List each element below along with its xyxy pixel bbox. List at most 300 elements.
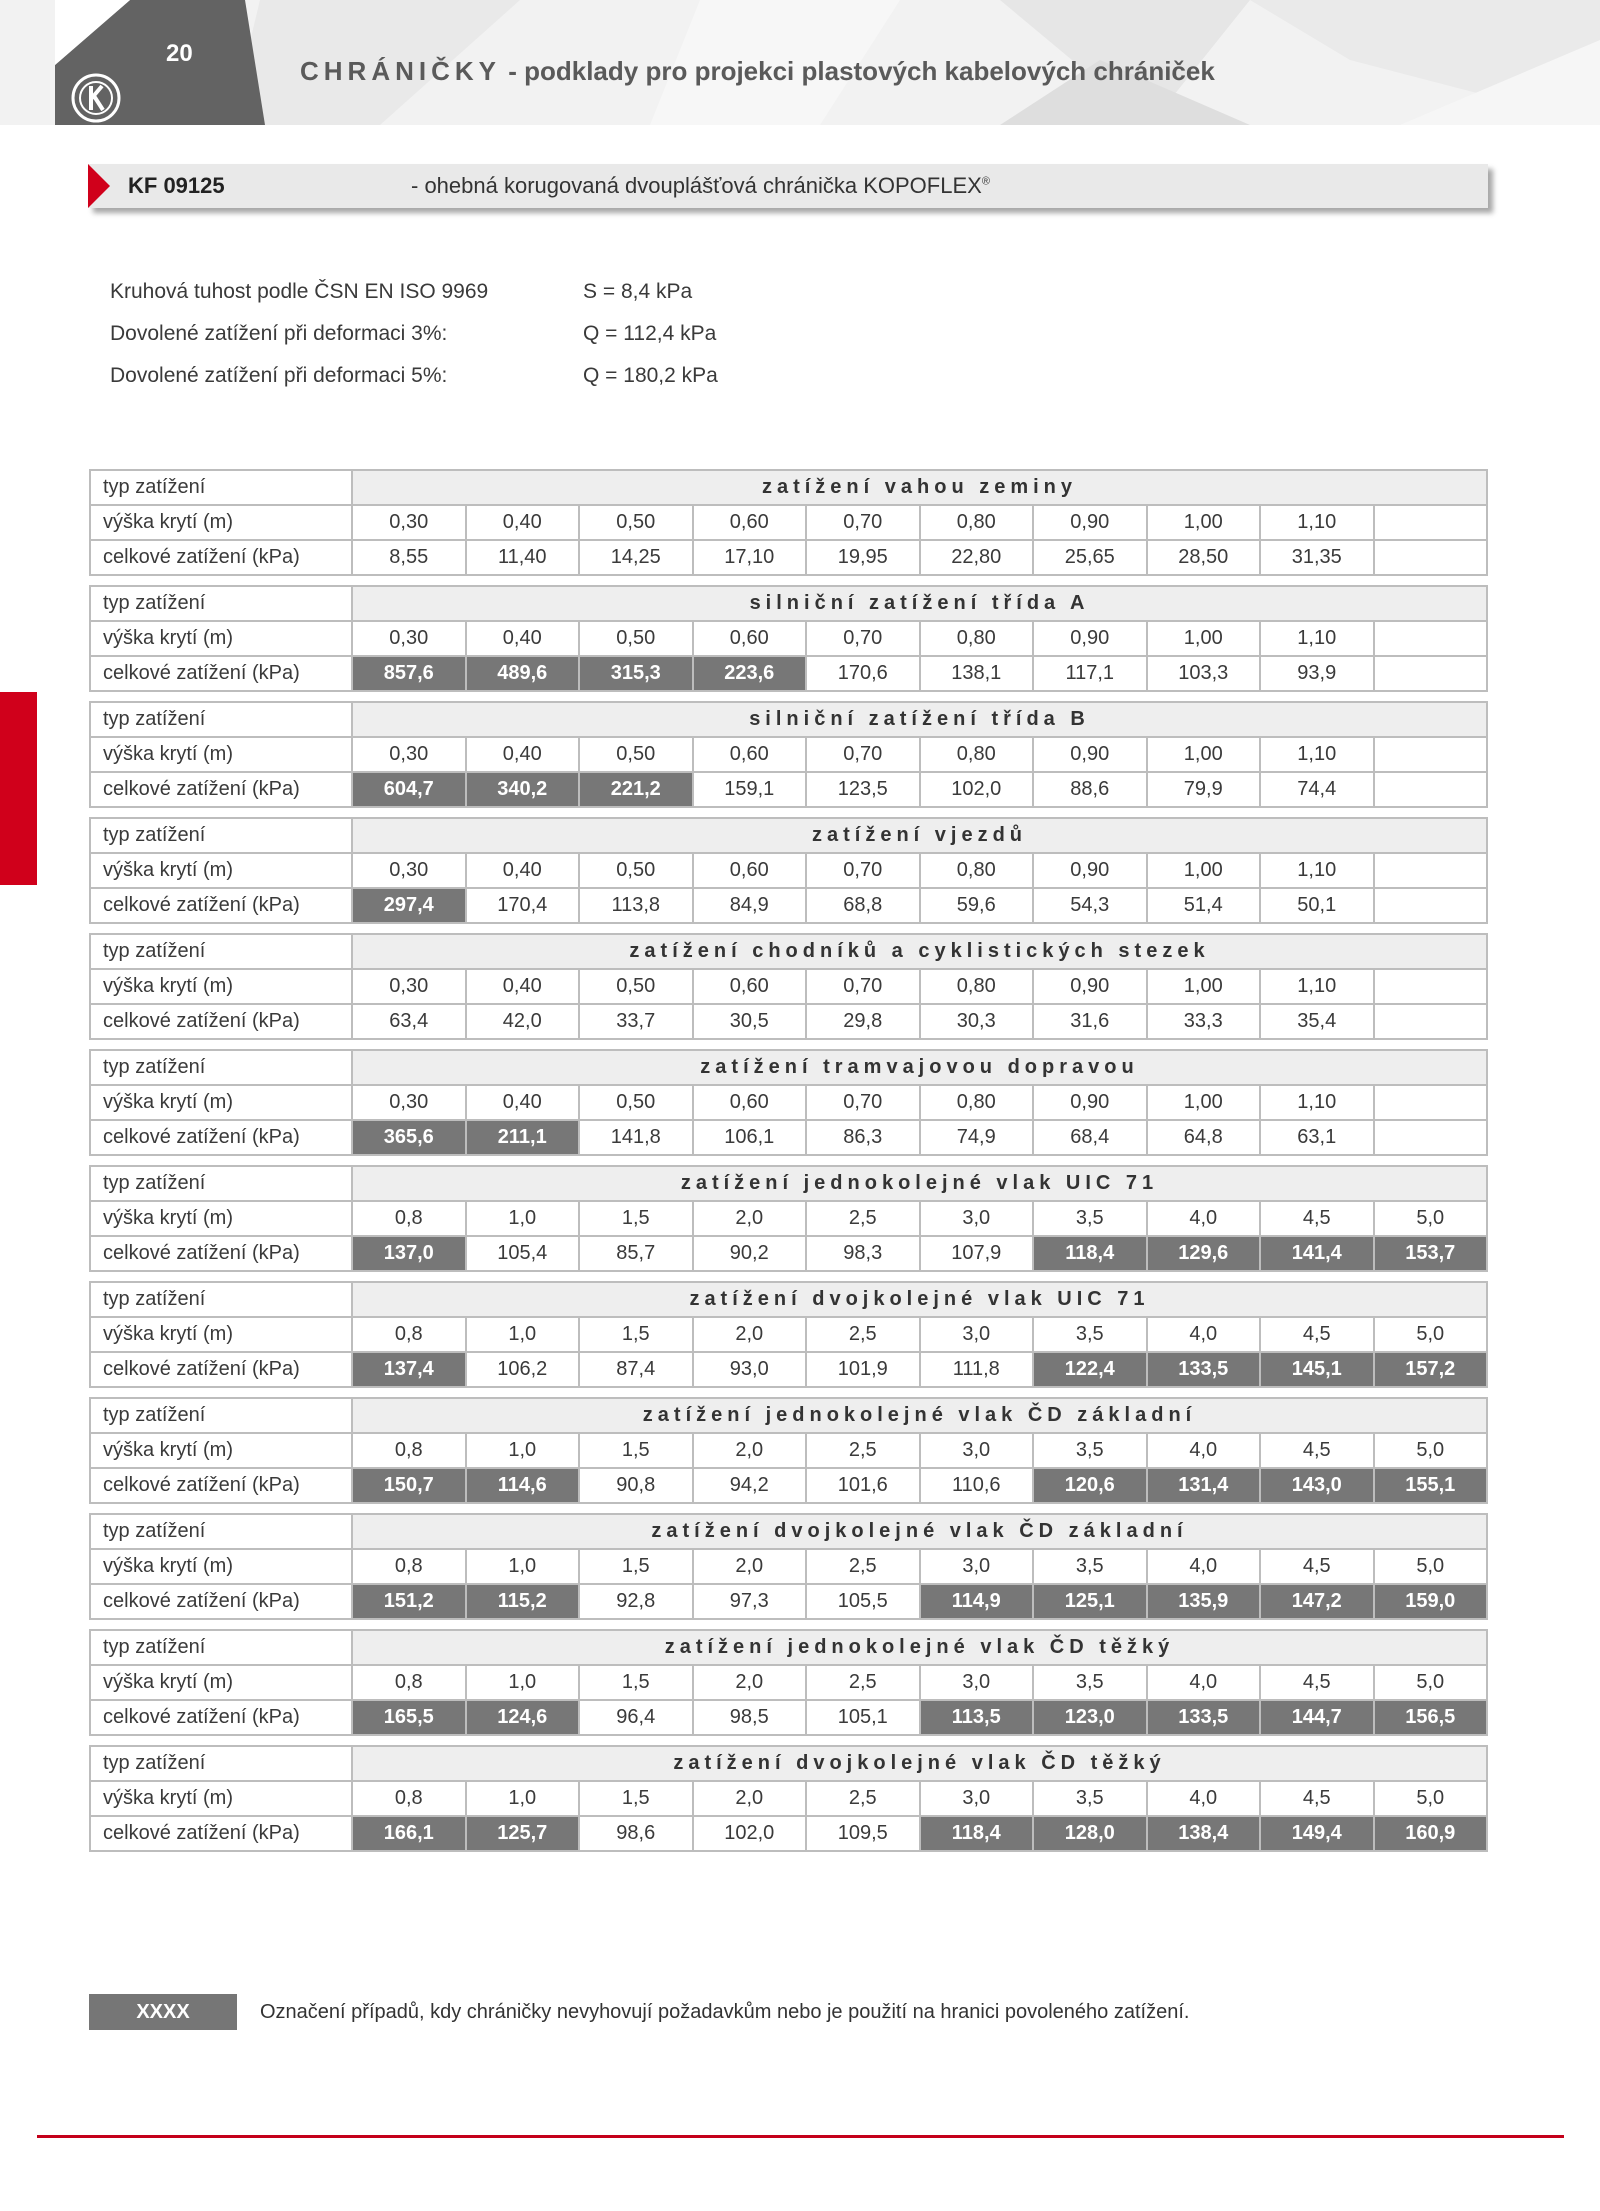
height-cell: 0,90 (1033, 505, 1147, 540)
load-cell-highlighted: 221,2 (579, 772, 693, 807)
height-cell: 4,5 (1260, 1201, 1374, 1236)
height-cell: 2,0 (693, 1201, 807, 1236)
load-cell: 68,4 (1033, 1120, 1147, 1155)
load-cell: 30,5 (693, 1004, 807, 1039)
load-cell-highlighted: 124,6 (466, 1700, 580, 1735)
product-arrow-icon (88, 164, 110, 208)
row-label-height: výška krytí (m) (90, 621, 352, 656)
height-cell: 1,5 (579, 1433, 693, 1468)
load-cell-highlighted: 156,5 (1374, 1700, 1488, 1735)
height-cell: 4,0 (1147, 1317, 1261, 1352)
section-separator (90, 1155, 1487, 1166)
page-title-main: CHRÁNIČKY (300, 56, 501, 86)
load-cell: 103,3 (1147, 656, 1261, 691)
parameters-list (110, 280, 810, 406)
load-cell: 28,50 (1147, 540, 1261, 575)
height-cell: 0,30 (352, 621, 466, 656)
parameter-value: S = 8,4 kPa (583, 280, 693, 303)
load-cell: 110,6 (920, 1468, 1034, 1503)
load-cell: 106,2 (466, 1352, 580, 1387)
row-label-load: celkové zatížení (kPa) (90, 1120, 352, 1155)
row-label-height: výška krytí (m) (90, 505, 352, 540)
height-cell: 1,00 (1147, 969, 1261, 1004)
height-cell: 1,5 (579, 1317, 693, 1352)
load-cell (1374, 772, 1488, 807)
section-title: zatížení jednokolejné vlak UIC 71 (352, 1166, 1487, 1201)
height-cell: 0,50 (579, 853, 693, 888)
load-cell: 113,8 (579, 888, 693, 923)
table-row-type (90, 586, 1487, 621)
height-cell: 1,10 (1260, 505, 1374, 540)
height-cell: 1,5 (579, 1665, 693, 1700)
load-cell: 35,4 (1260, 1004, 1374, 1039)
page-title (300, 56, 1215, 87)
registered-mark: ® (981, 175, 990, 188)
load-cell: 25,65 (1033, 540, 1147, 575)
table-row-load (90, 772, 1487, 807)
load-cell: 19,95 (806, 540, 920, 575)
table-row-load (90, 1352, 1487, 1387)
height-cell: 1,5 (579, 1781, 693, 1816)
load-cell-highlighted: 118,4 (920, 1816, 1034, 1851)
load-cell-highlighted: 159,0 (1374, 1584, 1488, 1619)
load-cell-highlighted: 857,6 (352, 656, 466, 691)
load-cell: 29,8 (806, 1004, 920, 1039)
height-cell: 0,50 (579, 969, 693, 1004)
table-row-type (90, 818, 1487, 853)
separator-cell (90, 923, 1487, 934)
height-cell: 0,30 (352, 1085, 466, 1120)
load-cell-highlighted: 122,4 (1033, 1352, 1147, 1387)
height-cell: 1,00 (1147, 505, 1261, 540)
separator-cell (90, 1387, 1487, 1398)
row-label-load: celkové zatížení (kPa) (90, 1584, 352, 1619)
height-cell: 0,80 (920, 969, 1034, 1004)
height-cell: 3,5 (1033, 1201, 1147, 1236)
table-row-height (90, 1665, 1487, 1700)
load-cell-highlighted: 133,5 (1147, 1352, 1261, 1387)
height-cell: 5,0 (1374, 1781, 1488, 1816)
height-cell: 2,5 (806, 1317, 920, 1352)
height-cell: 0,50 (579, 1085, 693, 1120)
load-cell-highlighted: 135,9 (1147, 1584, 1261, 1619)
row-label-load: celkové zatížení (kPa) (90, 1700, 352, 1735)
section-title: zatížení chodníků a cyklistických stezek (352, 934, 1487, 969)
height-cell: 0,40 (466, 969, 580, 1004)
load-cell: 31,35 (1260, 540, 1374, 575)
table-row-load (90, 1004, 1487, 1039)
section-title: zatížení jednokolejné vlak ČD těžký (352, 1630, 1487, 1665)
table-row-load (90, 1236, 1487, 1271)
row-label-type: typ zatížení (90, 1630, 352, 1665)
section-separator (90, 1735, 1487, 1746)
separator-cell (90, 691, 1487, 702)
section-separator (90, 923, 1487, 934)
side-accent-bar (0, 692, 37, 885)
legend-text: Označení případů, kdy chráničky nevyhovují požadavkům nebo je použití na hranici povoleného zatížení. (260, 2001, 1190, 2023)
parameter-label: Dovolené zatížení při deformaci 5%: (110, 364, 448, 387)
load-cell-highlighted: 315,3 (579, 656, 693, 691)
load-cell: 101,6 (806, 1468, 920, 1503)
load-cell: 111,8 (920, 1352, 1034, 1387)
load-cell: 30,3 (920, 1004, 1034, 1039)
row-label-type: typ zatížení (90, 1050, 352, 1085)
row-label-type: typ zatížení (90, 1398, 352, 1433)
separator-cell (90, 1619, 1487, 1630)
height-cell: 0,50 (579, 505, 693, 540)
height-cell: 1,0 (466, 1781, 580, 1816)
load-cell: 85,7 (579, 1236, 693, 1271)
section-separator (90, 1387, 1487, 1398)
row-label-height: výška krytí (m) (90, 969, 352, 1004)
load-cell-highlighted: 151,2 (352, 1584, 466, 1619)
section-title: silniční zatížení třída A (352, 586, 1487, 621)
parameter-row (110, 364, 810, 406)
load-table (89, 469, 1488, 1852)
table-row-load (90, 1700, 1487, 1735)
height-cell: 4,0 (1147, 1781, 1261, 1816)
height-cell (1374, 853, 1488, 888)
load-cell: 123,5 (806, 772, 920, 807)
legend-swatch: XXXX (89, 1994, 237, 2030)
k-logo-icon (70, 72, 122, 124)
height-cell: 0,60 (693, 969, 807, 1004)
load-cell-highlighted: 137,0 (352, 1236, 466, 1271)
product-description (411, 173, 990, 199)
height-cell: 0,40 (466, 853, 580, 888)
row-label-type: typ zatížení (90, 1282, 352, 1317)
load-cell: 50,1 (1260, 888, 1374, 923)
height-cell: 2,5 (806, 1781, 920, 1816)
height-cell: 0,8 (352, 1665, 466, 1700)
load-cell: 93,9 (1260, 656, 1374, 691)
row-label-load: celkové zatížení (kPa) (90, 540, 352, 575)
height-cell: 1,00 (1147, 1085, 1261, 1120)
height-cell: 0,70 (806, 621, 920, 656)
row-label-type: typ zatížení (90, 934, 352, 969)
row-label-load: celkové zatížení (kPa) (90, 772, 352, 807)
load-cell: 98,6 (579, 1816, 693, 1851)
height-cell: 0,60 (693, 737, 807, 772)
row-label-load: celkové zatížení (kPa) (90, 888, 352, 923)
load-cell-highlighted: 297,4 (352, 888, 466, 923)
table-row-height (90, 1201, 1487, 1236)
height-cell: 0,60 (693, 1085, 807, 1120)
load-cell: 105,4 (466, 1236, 580, 1271)
load-cell: 33,7 (579, 1004, 693, 1039)
table-row-type (90, 702, 1487, 737)
height-cell: 1,5 (579, 1201, 693, 1236)
load-cell-highlighted: 365,6 (352, 1120, 466, 1155)
height-cell: 0,40 (466, 621, 580, 656)
table-row-load (90, 1468, 1487, 1503)
load-cell: 63,4 (352, 1004, 466, 1039)
height-cell (1374, 505, 1488, 540)
height-cell: 0,8 (352, 1201, 466, 1236)
load-cell-highlighted: 145,1 (1260, 1352, 1374, 1387)
load-cell-highlighted: 114,9 (920, 1584, 1034, 1619)
height-cell (1374, 969, 1488, 1004)
load-cell: 92,8 (579, 1584, 693, 1619)
load-cell-highlighted: 131,4 (1147, 1468, 1261, 1503)
load-cell-highlighted: 340,2 (466, 772, 580, 807)
row-label-type: typ zatížení (90, 1514, 352, 1549)
footer-line (37, 2135, 1564, 2138)
load-cell: 141,8 (579, 1120, 693, 1155)
page-title-rest: - podklady pro projekci plastových kabelových chrániček (501, 56, 1215, 86)
height-cell: 2,5 (806, 1549, 920, 1584)
height-cell: 0,90 (1033, 969, 1147, 1004)
load-cell: 109,5 (806, 1816, 920, 1851)
load-cell-highlighted: 141,4 (1260, 1236, 1374, 1271)
row-label-type: typ zatížení (90, 586, 352, 621)
row-label-load: celkové zatížení (kPa) (90, 1468, 352, 1503)
height-cell: 3,5 (1033, 1549, 1147, 1584)
height-cell: 0,30 (352, 969, 466, 1004)
row-label-load: celkové zatížení (kPa) (90, 1816, 352, 1851)
load-cell: 74,9 (920, 1120, 1034, 1155)
load-cell: 68,8 (806, 888, 920, 923)
height-cell: 0,50 (579, 621, 693, 656)
height-cell: 1,5 (579, 1549, 693, 1584)
load-cell: 63,1 (1260, 1120, 1374, 1155)
height-cell: 1,00 (1147, 853, 1261, 888)
row-label-load: celkové zatížení (kPa) (90, 1004, 352, 1039)
height-cell: 0,80 (920, 1085, 1034, 1120)
section-title: silniční zatížení třída B (352, 702, 1487, 737)
load-cell: 98,5 (693, 1700, 807, 1735)
load-cell: 107,9 (920, 1236, 1034, 1271)
load-cell: 88,6 (1033, 772, 1147, 807)
separator-cell (90, 1503, 1487, 1514)
table-row-type (90, 470, 1487, 505)
section-title: zatížení vahou zeminy (352, 470, 1487, 505)
height-cell: 2,0 (693, 1781, 807, 1816)
row-label-load: celkové zatížení (kPa) (90, 1352, 352, 1387)
height-cell: 3,5 (1033, 1317, 1147, 1352)
height-cell: 0,40 (466, 1085, 580, 1120)
load-cell: 84,9 (693, 888, 807, 923)
load-cell: 96,4 (579, 1700, 693, 1735)
parameter-row (110, 322, 810, 364)
row-label-load: celkové zatížení (kPa) (90, 656, 352, 691)
section-separator (90, 1271, 1487, 1282)
separator-cell (90, 1155, 1487, 1166)
load-cell-highlighted: 223,6 (693, 656, 807, 691)
load-cell (1374, 1120, 1488, 1155)
row-label-height: výška krytí (m) (90, 1201, 352, 1236)
section-title: zatížení vjezdů (352, 818, 1487, 853)
section-separator (90, 1039, 1487, 1050)
load-cell-highlighted: 144,7 (1260, 1700, 1374, 1735)
load-cell: 159,1 (693, 772, 807, 807)
row-label-height: výška krytí (m) (90, 1549, 352, 1584)
load-cell: 170,6 (806, 656, 920, 691)
load-cell-highlighted: 125,1 (1033, 1584, 1147, 1619)
table-row-type (90, 934, 1487, 969)
load-cell (1374, 888, 1488, 923)
row-label-load: celkové zatížení (kPa) (90, 1236, 352, 1271)
load-cell: 97,3 (693, 1584, 807, 1619)
height-cell: 0,80 (920, 853, 1034, 888)
load-cell: 51,4 (1147, 888, 1261, 923)
row-label-type: typ zatížení (90, 818, 352, 853)
height-cell: 0,30 (352, 505, 466, 540)
load-cell-highlighted: 115,2 (466, 1584, 580, 1619)
product-description-text: - ohebná korugovaná dvouplášťová chránička KOPOFLEX (411, 173, 982, 198)
height-cell: 1,10 (1260, 621, 1374, 656)
load-cell: 42,0 (466, 1004, 580, 1039)
load-cell-highlighted: 160,9 (1374, 1816, 1488, 1851)
load-cell-highlighted: 120,6 (1033, 1468, 1147, 1503)
height-cell: 0,30 (352, 737, 466, 772)
table-row-type (90, 1514, 1487, 1549)
height-cell: 1,0 (466, 1665, 580, 1700)
table-row-height (90, 621, 1487, 656)
load-cell: 93,0 (693, 1352, 807, 1387)
page-number: 20 (166, 40, 193, 67)
height-cell (1374, 621, 1488, 656)
section-separator (90, 807, 1487, 818)
product-code: KF 09125 (128, 173, 225, 198)
load-cell: 106,1 (693, 1120, 807, 1155)
height-cell: 0,8 (352, 1549, 466, 1584)
table-row-height (90, 1433, 1487, 1468)
parameter-row (110, 280, 810, 322)
load-cell-highlighted: 129,6 (1147, 1236, 1261, 1271)
height-cell: 1,10 (1260, 737, 1374, 772)
section-separator (90, 575, 1487, 586)
height-cell: 3,0 (920, 1665, 1034, 1700)
separator-cell (90, 1735, 1487, 1746)
table-row-height (90, 505, 1487, 540)
load-cell: 102,0 (693, 1816, 807, 1851)
height-cell: 0,8 (352, 1433, 466, 1468)
parameter-label: Kruhová tuhost podle ČSN EN ISO 9969 (110, 280, 489, 303)
height-cell: 2,5 (806, 1201, 920, 1236)
load-cell-highlighted: 128,0 (1033, 1816, 1147, 1851)
table-row-load (90, 1816, 1487, 1851)
height-cell: 3,0 (920, 1433, 1034, 1468)
height-cell: 5,0 (1374, 1201, 1488, 1236)
load-cell-highlighted: 165,5 (352, 1700, 466, 1735)
load-cell: 31,6 (1033, 1004, 1147, 1039)
section-separator (90, 1619, 1487, 1630)
table-row-height (90, 1781, 1487, 1816)
load-cell: 87,4 (579, 1352, 693, 1387)
table-row-type (90, 1746, 1487, 1781)
load-cell: 117,1 (1033, 656, 1147, 691)
height-cell: 4,0 (1147, 1433, 1261, 1468)
height-cell: 0,70 (806, 505, 920, 540)
row-label-height: výška krytí (m) (90, 1665, 352, 1700)
load-cell-highlighted: 149,4 (1260, 1816, 1374, 1851)
load-cell-highlighted: 125,7 (466, 1816, 580, 1851)
height-cell: 0,8 (352, 1317, 466, 1352)
row-label-height: výška krytí (m) (90, 1085, 352, 1120)
section-separator (90, 1503, 1487, 1514)
load-cell-highlighted: 155,1 (1374, 1468, 1488, 1503)
parameter-value: Q = 112,4 kPa (583, 322, 717, 345)
height-cell: 3,0 (920, 1549, 1034, 1584)
row-label-height: výška krytí (m) (90, 853, 352, 888)
load-cell-highlighted: 166,1 (352, 1816, 466, 1851)
table-row-load (90, 1584, 1487, 1619)
load-cell: 79,9 (1147, 772, 1261, 807)
load-cell-highlighted: 123,0 (1033, 1700, 1147, 1735)
load-cell: 17,10 (693, 540, 807, 575)
load-cell-highlighted: 118,4 (1033, 1236, 1147, 1271)
height-cell: 5,0 (1374, 1317, 1488, 1352)
table-row-type (90, 1166, 1487, 1201)
load-cell: 105,5 (806, 1584, 920, 1619)
row-label-type: typ zatížení (90, 1746, 352, 1781)
load-cell: 101,9 (806, 1352, 920, 1387)
row-label-type: typ zatížení (90, 1166, 352, 1201)
height-cell: 1,10 (1260, 1085, 1374, 1120)
height-cell: 0,90 (1033, 853, 1147, 888)
table-row-load (90, 540, 1487, 575)
height-cell: 0,60 (693, 853, 807, 888)
table-row-height (90, 969, 1487, 1004)
separator-cell (90, 575, 1487, 586)
load-cell-highlighted: 153,7 (1374, 1236, 1488, 1271)
height-cell: 0,80 (920, 737, 1034, 772)
section-title: zatížení jednokolejné vlak ČD základní (352, 1398, 1487, 1433)
load-cell-highlighted: 114,6 (466, 1468, 580, 1503)
height-cell: 2,0 (693, 1549, 807, 1584)
row-label-height: výška krytí (m) (90, 1781, 352, 1816)
height-cell: 1,0 (466, 1201, 580, 1236)
height-cell: 0,90 (1033, 1085, 1147, 1120)
height-cell: 3,5 (1033, 1433, 1147, 1468)
height-cell: 3,5 (1033, 1665, 1147, 1700)
table-row-height (90, 1549, 1487, 1584)
height-cell: 0,50 (579, 737, 693, 772)
height-cell: 2,5 (806, 1433, 920, 1468)
height-cell: 4,0 (1147, 1201, 1261, 1236)
load-cell: 64,8 (1147, 1120, 1261, 1155)
table-row-height (90, 737, 1487, 772)
section-title: zatížení dvojkolejné vlak ČD těžký (352, 1746, 1487, 1781)
height-cell: 4,5 (1260, 1781, 1374, 1816)
section-title: zatížení tramvajovou dopravou (352, 1050, 1487, 1085)
table-row-load (90, 888, 1487, 923)
height-cell: 1,00 (1147, 737, 1261, 772)
table-row-height (90, 853, 1487, 888)
height-cell: 5,0 (1374, 1665, 1488, 1700)
height-cell: 4,0 (1147, 1549, 1261, 1584)
table-row-type (90, 1282, 1487, 1317)
load-cell: 14,25 (579, 540, 693, 575)
height-cell: 4,0 (1147, 1665, 1261, 1700)
separator-cell (90, 1039, 1487, 1050)
load-cell: 22,80 (920, 540, 1034, 575)
height-cell: 3,0 (920, 1317, 1034, 1352)
load-cell: 98,3 (806, 1236, 920, 1271)
load-cell-highlighted: 489,6 (466, 656, 580, 691)
load-cell: 138,1 (920, 656, 1034, 691)
height-cell: 1,0 (466, 1433, 580, 1468)
load-cell-highlighted: 143,0 (1260, 1468, 1374, 1503)
row-label-type: typ zatížení (90, 702, 352, 737)
load-cell: 86,3 (806, 1120, 920, 1155)
height-cell: 5,0 (1374, 1433, 1488, 1468)
load-cell-highlighted: 147,2 (1260, 1584, 1374, 1619)
row-label-height: výška krytí (m) (90, 1317, 352, 1352)
height-cell: 2,0 (693, 1665, 807, 1700)
load-cell: 59,6 (920, 888, 1034, 923)
